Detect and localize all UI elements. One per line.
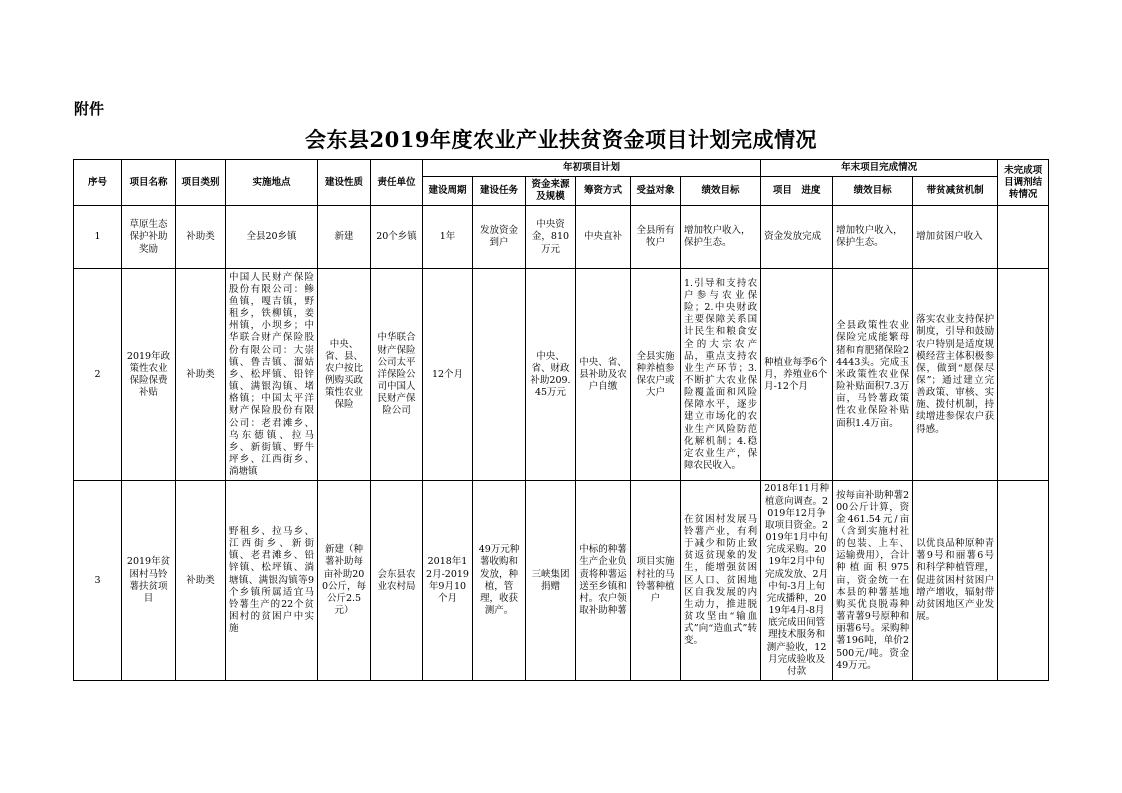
cell-location: 野租乡、拉马乡、江西街乡、新街镇、老君滩乡、铅锌镇、松坪镇、淌塘镇、满银沟镇等9个乡镇所属适宜马铃薯生产的22个贫困村的贫困户中实施: [226, 481, 318, 681]
cell-name: 2019年贫困村马铃薯扶贫项目: [122, 481, 176, 681]
cell-seq: 3: [74, 481, 122, 681]
cell-category: 补助类: [176, 206, 226, 269]
table-row: [74, 206, 1049, 269]
attachment-label: 附件: [74, 100, 105, 118]
header-beneficiary: 受益对象: [631, 177, 681, 206]
cell-adjust: [998, 269, 1049, 481]
project-table: [73, 159, 1049, 681]
cell-location: 全县20乡镇: [226, 206, 318, 269]
cell-nature: 中央、省、县、农户按比例购买政策性农业保险: [318, 269, 371, 481]
cell-period: 12个月: [423, 269, 473, 481]
header-period: 建设周期: [423, 177, 473, 206]
header-plan-group: 年初项目计划: [423, 160, 761, 177]
cell-unit: 中华联合财产保险公司太平洋保险公司中国人民财产保险公司: [371, 269, 423, 481]
cell-source: 中央资金，810万元: [526, 206, 576, 269]
cell-funding: 中央直补: [576, 206, 631, 269]
cell-progress: 2018年11月种植意向调查。2019年12月争取项目资金。2019年1月中旬完成采购。2019年2月中旬完成发放、2月中旬-3月上旬完成播种，2019年4月-8月底完成田间管理技术服务和测产验收，12月完成验收及付款: [761, 481, 833, 681]
cell-nature: 新建（种薯补助每亩补助200公斤，每公斤2.5元）: [318, 481, 371, 681]
header-goal: 绩效目标: [681, 177, 761, 206]
cell-goal: 增加牧户收入，保护生态。: [681, 206, 761, 269]
cell-category: 补助类: [176, 269, 226, 481]
header-adjust: 未完成项目调剂结转情况: [998, 160, 1049, 206]
header-nature: 建设性质: [318, 160, 371, 206]
cell-location: 中国人民财产保险股份有限公司：鲹鱼镇，嘎吉镇，野租乡，铁柳镇，姜州镇，小坝乡；中华联合财产保险股份有限公司：大崇镇、鲁吉镇、溜姑乡、松坪镇、铅锌镇、满银沟镇、堵格镇；中国太平洋财产保险股份有限公司：老君滩乡、乌东德镇、拉马乡、新街镇、野牛坪乡、江西街乡、淌塘镇: [226, 269, 318, 481]
cell-beneficiary: 全县所有牧户: [631, 206, 681, 269]
header-year-end-group: 年末项目完成情况: [761, 160, 998, 177]
cell-source-note: 中标的种薯生产企业负责将种薯运送至乡镇和村。农户领取补助种薯: [576, 481, 631, 681]
cell-category: 补助类: [176, 481, 226, 681]
header-progress: 项目 进度: [761, 177, 833, 206]
cell-funding: 中央、省、县补助及农户自缴: [576, 269, 631, 481]
header-source: 资金来源及规模: [526, 177, 576, 206]
cell-goal: 在贫困村发展马铃薯产业，有利于减少和防止致贫返贫现象的发生，能增强贫困区人口、贫困地区自我发展的内生动力，推进脱贫攻坚由“输血式”向“造血式”转变。: [681, 481, 761, 681]
cell-task: [473, 269, 526, 481]
header-name: 项目名称: [122, 160, 176, 206]
header-funding: 筹资方式: [576, 177, 631, 206]
cell-perf: 按每亩补助种薯200公斤计算，资金461.54元/亩（含到实施村社的包装、上车、运输费用），合计种植面积975亩，资金统一在本县的种薯基地购买优良脱毒种薯青薯9号原种和丽薯6号。采购种薯196吨，单价2500元/吨。资金49万元。: [833, 481, 913, 681]
cell-adjust: [998, 206, 1049, 269]
cell-task: 49万元种薯收购和发放，种植，管理，收获测产。: [473, 481, 526, 681]
cell-perf: 全县政策性农业保险完成能繁母猪和育肥猪保险24443头。完成玉米政策性农业保险补贴面积7.3万亩，马铃薯政策性农业保险补贴面积1.4万亩。: [833, 269, 913, 481]
cell-unit: 会东县农业农村局: [371, 481, 423, 681]
header-unit: 责任单位: [371, 160, 423, 206]
header-perf: 绩效目标: [833, 177, 913, 206]
cell-period: 2018年12月-2019年9月10个月: [423, 481, 473, 681]
cell-progress: 资金发放完成: [761, 206, 833, 269]
header-seq: 序号: [74, 160, 122, 206]
header-location: 实施地点: [226, 160, 318, 206]
cell-poverty: 落实农业支持保护制度，引导和鼓励农户特别是适度规模经营主体积极参保，做到“愿保尽保”；通过建立完善政策、审核、实施、拨付机制，持续增进参保农户获得感。: [913, 269, 998, 481]
page-title: 会东县2019年度农业产业扶贫资金项目计划完成情况: [305, 127, 817, 152]
cell-progress: 种植业每季6个月，养殖业6个月-12个月: [761, 269, 833, 481]
cell-seq: 1: [74, 206, 122, 269]
cell-poverty: 增加贫困户收入: [913, 206, 998, 269]
header-poverty: 带贫减贫机制: [913, 177, 998, 206]
table-row: [74, 269, 1049, 481]
cell-name: 草原生态保护补助奖励: [122, 206, 176, 269]
cell-goal: 1.引导和支持农户参与农业保险；2.中央财政主要保障关系国计民生和粮食安全的大宗农产品，重点支持农业生产环节；3.不断扩大农业保险覆盖面和风险保障水平，逐步建立市场化的农业生产风险防范化解机制；4.稳定农业生产，保障农民收入。: [681, 269, 761, 481]
cell-period: 1年: [423, 206, 473, 269]
cell-task: 发放资金到户: [473, 206, 526, 269]
cell-beneficiary: 项目实施村社的马铃薯种植户: [631, 481, 681, 681]
cell-name: 2019年政策性农业保险保费补贴: [122, 269, 176, 481]
cell-source: 中央、省、财政补助209.45万元: [526, 269, 576, 481]
cell-beneficiary: 全县实施种养植参保农户或大户: [631, 269, 681, 481]
table-row: [74, 481, 1049, 681]
cell-adjust: [998, 481, 1049, 681]
cell-poverty: 以优良品种原种青薯9号和丽薯6号和科学种植管理，促进贫困村贫困户增产增收，辐射带动贫困地区产业发展。: [913, 481, 998, 681]
cell-nature: 新建: [318, 206, 371, 269]
header-category: 项目类别: [176, 160, 226, 206]
cell-funding: 三峡集团捐赠: [526, 481, 576, 681]
cell-unit: 20个乡镇: [371, 206, 423, 269]
cell-seq: 2: [74, 269, 122, 481]
header-task: 建设任务: [473, 177, 526, 206]
cell-perf: 增加牧户收入，保护生态。: [833, 206, 913, 269]
